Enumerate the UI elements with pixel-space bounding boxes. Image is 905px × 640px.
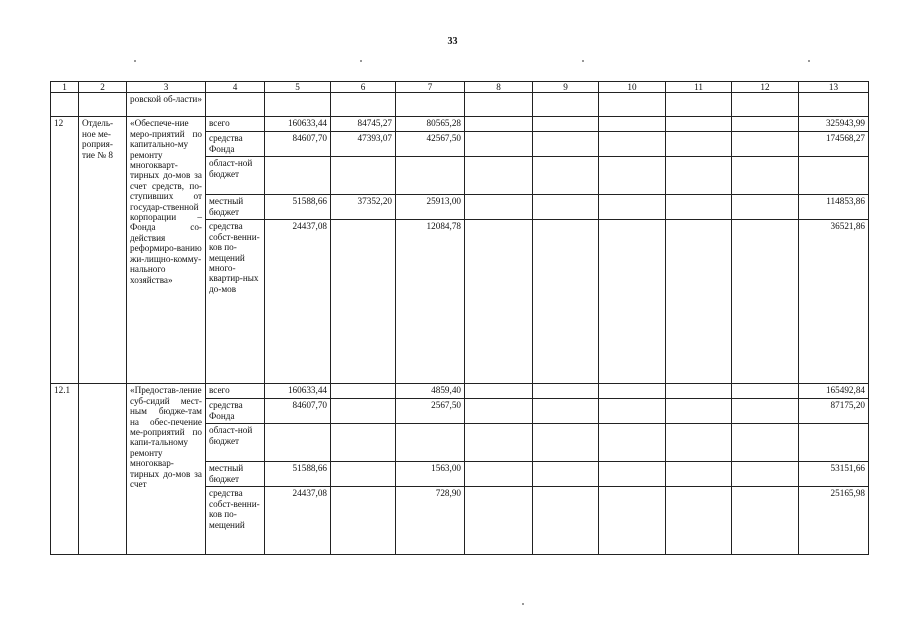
section-number: 12 xyxy=(51,117,79,384)
scan-speck xyxy=(582,60,584,62)
value-col-9 xyxy=(533,399,599,424)
continuation-row xyxy=(51,93,869,117)
value-col-10 xyxy=(599,195,666,220)
funding-source: всего xyxy=(206,117,265,132)
value-col-6 xyxy=(331,384,396,399)
value-col-12 xyxy=(732,132,799,157)
table-cell xyxy=(799,93,869,117)
value-col-7: 1563,00 xyxy=(396,462,465,487)
value-col-6 xyxy=(331,157,396,195)
table-cell xyxy=(599,93,666,117)
table-cell xyxy=(265,93,331,117)
funding-source: област-ной бюджет xyxy=(206,424,265,462)
value-col-9 xyxy=(533,132,599,157)
column-header-2: 2 xyxy=(79,82,127,93)
value-col-13: 325943,99 xyxy=(799,117,869,132)
section-description: «Предостав-ление суб-сидий мест-ным бюдже-там на обес-печение ме-роприятий по капи-тальному ремонту многоквар-тирных до-мов за счет xyxy=(127,384,206,555)
page-number: 33 xyxy=(447,36,458,47)
value-col-7: 728,90 xyxy=(396,487,465,555)
value-col-12 xyxy=(732,157,799,195)
value-col-11 xyxy=(666,462,732,487)
funding-source: средства Фонда xyxy=(206,399,265,424)
value-col-11 xyxy=(666,384,732,399)
value-col-8 xyxy=(465,132,533,157)
scan-speck xyxy=(134,60,136,62)
column-header-6: 6 xyxy=(331,82,396,93)
table-cell xyxy=(396,93,465,117)
table-cell xyxy=(465,93,533,117)
value-col-8 xyxy=(465,195,533,220)
value-col-9 xyxy=(533,220,599,384)
value-col-8 xyxy=(465,384,533,399)
value-col-6 xyxy=(331,487,396,555)
value-col-11 xyxy=(666,424,732,462)
column-header-10: 10 xyxy=(599,82,666,93)
value-col-11 xyxy=(666,117,732,132)
section-number: 12.1 xyxy=(51,384,79,555)
value-col-7: 12084,78 xyxy=(396,220,465,384)
table-cell xyxy=(79,93,127,117)
value-col-6 xyxy=(331,424,396,462)
value-col-7: 25913,00 xyxy=(396,195,465,220)
value-col-8 xyxy=(465,424,533,462)
table-cell xyxy=(51,93,79,117)
scan-speck xyxy=(522,603,524,605)
value-col-7: 42567,50 xyxy=(396,132,465,157)
table-row xyxy=(51,384,869,399)
value-col-13: 87175,20 xyxy=(799,399,869,424)
value-col-13 xyxy=(799,157,869,195)
column-header-1: 1 xyxy=(51,82,79,93)
value-col-6: 37352,20 xyxy=(331,195,396,220)
value-col-12 xyxy=(732,424,799,462)
value-col-5: 84607,70 xyxy=(265,399,331,424)
continuation-text: ровской об-ласти» xyxy=(127,93,206,117)
value-col-11 xyxy=(666,487,732,555)
table-cell xyxy=(206,93,265,117)
value-col-10 xyxy=(599,462,666,487)
value-col-12 xyxy=(732,195,799,220)
value-col-8 xyxy=(465,220,533,384)
funding-source: всего xyxy=(206,384,265,399)
value-col-5: 51588,66 xyxy=(265,195,331,220)
value-col-12 xyxy=(732,487,799,555)
value-col-13: 53151,66 xyxy=(799,462,869,487)
value-col-5 xyxy=(265,424,331,462)
funding-source: област-ной бюджет xyxy=(206,157,265,195)
value-col-8 xyxy=(465,157,533,195)
value-col-13: 36521,86 xyxy=(799,220,869,384)
value-col-9 xyxy=(533,384,599,399)
value-col-8 xyxy=(465,399,533,424)
value-col-7: 2567,50 xyxy=(396,399,465,424)
value-col-10 xyxy=(599,487,666,555)
value-col-5: 24437,08 xyxy=(265,487,331,555)
column-header-9: 9 xyxy=(533,82,599,93)
value-col-9 xyxy=(533,462,599,487)
column-header-5: 5 xyxy=(265,82,331,93)
column-header-3: 3 xyxy=(127,82,206,93)
table-cell xyxy=(732,93,799,117)
value-col-11 xyxy=(666,132,732,157)
value-col-10 xyxy=(599,132,666,157)
value-col-6: 47393,07 xyxy=(331,132,396,157)
value-col-8 xyxy=(465,462,533,487)
value-col-9 xyxy=(533,487,599,555)
value-col-6 xyxy=(331,399,396,424)
value-col-7 xyxy=(396,424,465,462)
value-col-5 xyxy=(265,157,331,195)
value-col-9 xyxy=(533,117,599,132)
value-col-5: 160633,44 xyxy=(265,117,331,132)
column-header-8: 8 xyxy=(465,82,533,93)
column-header-12: 12 xyxy=(732,82,799,93)
value-col-6 xyxy=(331,462,396,487)
table-cell xyxy=(533,93,599,117)
value-col-10 xyxy=(599,399,666,424)
value-col-12 xyxy=(732,220,799,384)
value-col-11 xyxy=(666,220,732,384)
value-col-10 xyxy=(599,220,666,384)
value-col-10 xyxy=(599,157,666,195)
header-row xyxy=(51,82,869,93)
value-col-8 xyxy=(465,487,533,555)
funding-source: средства собст-венни-ков по-мещений много-квартир-ных до-мов xyxy=(206,220,265,384)
value-col-12 xyxy=(732,117,799,132)
value-col-9 xyxy=(533,424,599,462)
value-col-11 xyxy=(666,195,732,220)
value-col-6 xyxy=(331,220,396,384)
value-col-13: 165492,84 xyxy=(799,384,869,399)
value-col-11 xyxy=(666,399,732,424)
value-col-5: 84607,70 xyxy=(265,132,331,157)
funding-source: средства собст-венни-ков по-мещений xyxy=(206,487,265,555)
section-name: Отдель-ное ме-роприя-тие № 8 xyxy=(79,117,127,384)
section-description: «Обеспече-ние меро-приятий по капитально-му ремонту многокварт-тирных до-мов за счет средств, по-ступивших от государ-ственной корпорации – Фонда со-действия реформиро-ванию жи-лищно-комму-нального хозяйства» xyxy=(127,117,206,384)
funding-source: местный бюджет xyxy=(206,462,265,487)
value-col-10 xyxy=(599,117,666,132)
value-col-13: 174568,27 xyxy=(799,132,869,157)
value-col-13 xyxy=(799,424,869,462)
value-col-5: 24437,08 xyxy=(265,220,331,384)
value-col-7 xyxy=(396,157,465,195)
column-header-7: 7 xyxy=(396,82,465,93)
column-header-4: 4 xyxy=(206,82,265,93)
column-header-13: 13 xyxy=(799,82,869,93)
table-cell xyxy=(666,93,732,117)
value-col-10 xyxy=(599,384,666,399)
value-col-13: 114853,86 xyxy=(799,195,869,220)
table-row xyxy=(51,117,869,132)
value-col-12 xyxy=(732,384,799,399)
value-col-12 xyxy=(732,399,799,424)
value-col-12 xyxy=(732,462,799,487)
value-col-6: 84745,27 xyxy=(331,117,396,132)
value-col-9 xyxy=(533,157,599,195)
value-col-10 xyxy=(599,424,666,462)
scan-speck xyxy=(808,60,810,62)
section-name xyxy=(79,384,127,555)
value-col-5: 160633,44 xyxy=(265,384,331,399)
value-col-13: 25165,98 xyxy=(799,487,869,555)
funding-source: средства Фонда xyxy=(206,132,265,157)
funding-source: местный бюджет xyxy=(206,195,265,220)
value-col-9 xyxy=(533,195,599,220)
value-col-7: 4859,40 xyxy=(396,384,465,399)
scan-speck xyxy=(360,60,362,62)
column-header-11: 11 xyxy=(666,82,732,93)
value-col-8 xyxy=(465,117,533,132)
budget-table xyxy=(50,81,869,555)
table-cell xyxy=(331,93,396,117)
value-col-11 xyxy=(666,157,732,195)
value-col-7: 80565,28 xyxy=(396,117,465,132)
value-col-5: 51588,66 xyxy=(265,462,331,487)
